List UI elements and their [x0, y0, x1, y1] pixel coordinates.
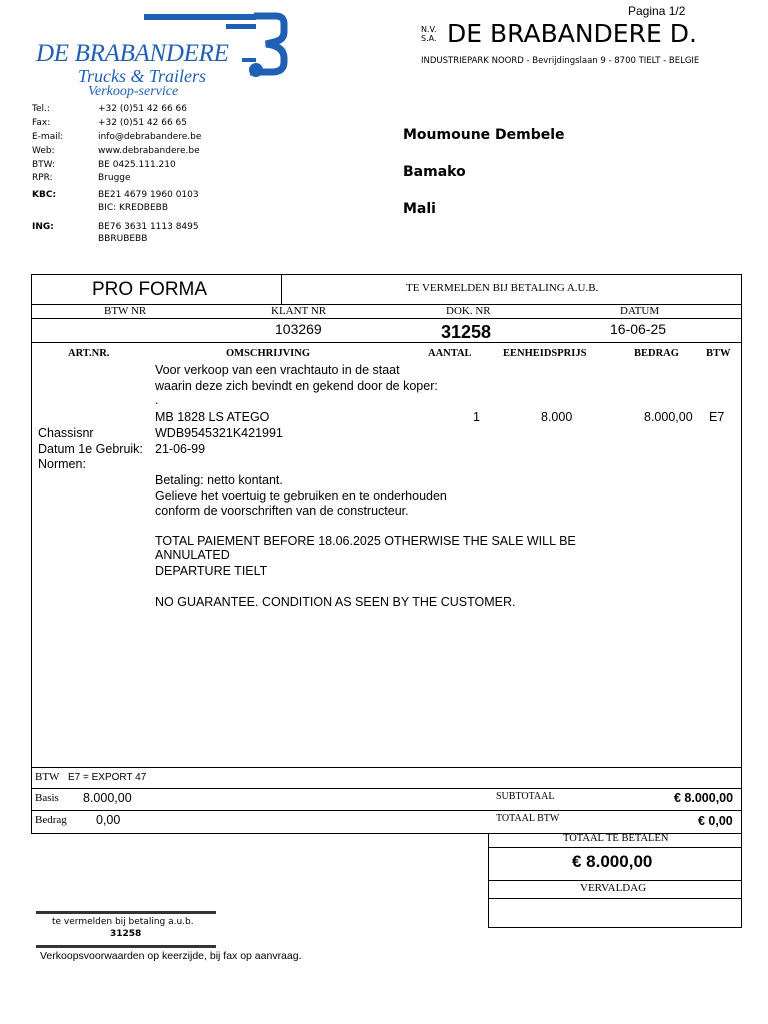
col-omschrijving: OMSCHRIJVING: [226, 348, 311, 359]
dok-nr-header: DOK. NR: [446, 305, 491, 317]
contact-fax-label: Fax:: [32, 118, 51, 128]
divider: [488, 847, 742, 848]
col-btw: BTW: [706, 348, 731, 359]
company-name: DE BRABANDERE D.: [447, 19, 697, 48]
bank-ing-bic: BBRUBEBB: [98, 234, 148, 244]
contact-rpr-label: RPR:: [32, 173, 53, 183]
intro-line-1: Voor verkoop van een vrachtauto in de staat: [155, 363, 400, 377]
divider: [31, 767, 742, 768]
dok-nr-value: 31258: [441, 322, 492, 342]
totaal-btw-label: TOTAAL BTW: [496, 813, 560, 824]
first-use-label: Datum 1e Gebruik:: [38, 442, 143, 456]
item-bedrag: 8.000,00: [644, 410, 693, 424]
divider: [31, 810, 742, 811]
bank-kbc-iban: BE21 4679 1960 0103: [98, 190, 199, 200]
bank-ing-iban: BE76 3631 1113 8495: [98, 222, 199, 232]
notice-line-1: TOTAL PAIEMENT BEFORE 18.06.2025 OTHERWISE THE SALE WILL BE: [155, 534, 576, 548]
contact-btw-label: BTW:: [32, 160, 56, 170]
contact-tel-value: +32 (0)51 42 66 66: [98, 104, 187, 114]
page-indicator: Pagina 1/2: [628, 4, 686, 18]
vervaldag-label: VERVALDAG: [580, 882, 647, 894]
te-betalen-value: € 8.000,00: [572, 852, 653, 871]
ref-rule-top: [36, 911, 216, 914]
bedrag-value: 0,00: [96, 813, 121, 827]
divider: [31, 342, 742, 343]
norms-label: Normen:: [38, 457, 86, 471]
ref-number: 31258: [110, 929, 142, 939]
intro-line-2: waarin deze zich bevindt en gekend door de koper:: [155, 379, 438, 393]
header-divider: [281, 274, 282, 304]
datum-value: 16-06-25: [610, 321, 667, 337]
ref-rule-bottom: [36, 945, 216, 948]
company-address: INDUSTRIEPARK NOORD - Bevrijdingslaan 9 - 8700 TIELT - BELGIE: [421, 56, 700, 66]
chassis-value: WDB9545321K421991: [155, 426, 283, 440]
bank-kbc-label: KBC:: [32, 190, 57, 200]
ref-line: te vermelden bij betaling a.u.b.: [52, 917, 194, 927]
contact-rpr-value: Brugge: [98, 173, 131, 183]
contact-web-label: Web:: [32, 146, 55, 156]
document-type: PRO FORMA: [92, 279, 208, 300]
contact-btw-value: BE 0425.111.210: [98, 160, 176, 170]
col-aantal: AANTAL: [428, 348, 472, 359]
bank-kbc-bic: BIC: KREDBEBB: [98, 203, 168, 213]
item-btw: E7: [709, 410, 725, 424]
payment-line-2: Gelieve het voertuig te gebruiken en te onderhouden: [155, 489, 447, 503]
basis-label: Basis: [35, 792, 59, 804]
divider: [488, 880, 742, 881]
divider: [31, 318, 742, 319]
contact-web-value[interactable]: www.debrabandere.be: [98, 146, 200, 156]
sales-conditions: Verkoopsvoorwaarden op keerzijde, bij fax op aanvraag.: [40, 950, 302, 962]
datum-header: DATUM: [620, 305, 660, 317]
company-logo: [28, 10, 290, 104]
item-eenheidsprijs: 8.000: [541, 410, 573, 424]
payment-line-1: Betaling: netto kontant.: [155, 473, 283, 487]
customer-country: Mali: [403, 201, 436, 217]
btw-nr-header: BTW NR: [104, 305, 147, 317]
col-eenheidsprijs: EENHEIDSPRIJS: [503, 348, 587, 359]
logo-text-name: DE BRABANDERE: [36, 40, 229, 67]
logo-text-trucks: Trucks & Trailers: [78, 66, 207, 86]
payment-line-3: conform de voorschriften van de constructeur.: [155, 504, 409, 518]
item-aantal: 1: [473, 410, 480, 424]
bedrag-label: Bedrag: [35, 814, 67, 826]
contact-email-value[interactable]: info@debrabandere.be: [98, 132, 202, 142]
contact-email-label: E-mail:: [32, 132, 64, 142]
col-art-nr: ART.NR.: [68, 348, 110, 359]
divider: [31, 788, 742, 789]
subtotaal-label: SUBTOTAAL: [496, 791, 555, 802]
chassis-label: Chassisnr: [38, 426, 94, 440]
legal-form-sa: S.A.: [421, 34, 437, 43]
te-betalen-label: TOTAAL TE BETALEN: [563, 833, 669, 844]
legal-form: [421, 25, 437, 43]
subtotaal-value: € 8.000,00: [674, 791, 734, 805]
col-bedrag: BEDRAG: [634, 348, 679, 359]
contact-tel-label: Tel.:: [32, 104, 50, 114]
btw-code: E7 = EXPORT 47: [68, 772, 147, 783]
customer-name: Moumoune Dembele: [403, 127, 565, 143]
bank-ing-label: ING:: [32, 222, 54, 232]
totaal-btw-value: € 0,00: [698, 814, 733, 828]
contact-fax-value: +32 (0)51 42 66 65: [98, 118, 187, 128]
klant-nr-header: KLANT NR: [271, 305, 327, 317]
payment-reference-note: TE VERMELDEN BIJ BETALING A.U.B.: [406, 282, 599, 294]
item-description: MB 1828 LS ATEGO: [155, 410, 270, 424]
first-use-value: 21-06-99: [155, 442, 206, 456]
notice-line-4: NO GUARANTEE. CONDITION AS SEEN BY THE CUSTOMER.: [155, 595, 516, 609]
notice-line-2: ANNULATED: [155, 548, 230, 562]
notice-line-3: DEPARTURE TIELT: [155, 564, 268, 578]
customer-city: Bamako: [403, 164, 466, 180]
intro-dot: .: [155, 393, 159, 407]
btw-label: BTW: [35, 771, 60, 783]
legal-form-nv: N.V.: [421, 25, 437, 34]
logo-text-service: Verkoop-service: [88, 84, 179, 99]
klant-nr-value: 103269: [275, 321, 322, 337]
basis-value: 8.000,00: [83, 791, 132, 805]
divider: [488, 898, 742, 899]
